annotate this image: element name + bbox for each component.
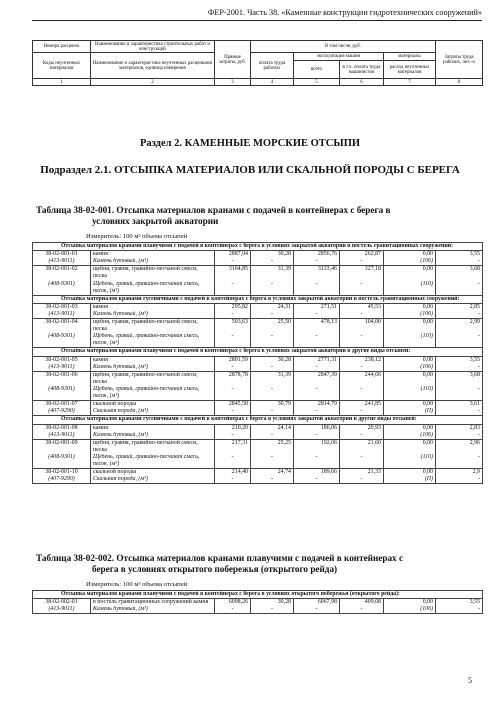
- material-name: Скальная порода, (м³): [91, 476, 215, 484]
- empty-cell: -: [215, 311, 251, 319]
- material-consumption: (106): [384, 258, 436, 266]
- empty-cell: -: [294, 606, 340, 614]
- material-row: [33, 281, 483, 296]
- material-consumption: (П): [384, 408, 436, 416]
- table-row: [33, 303, 483, 311]
- empty-cell: -: [251, 386, 294, 401]
- material-consumption: (110): [384, 454, 436, 469]
- material-code: (408-9301): [33, 333, 91, 348]
- material-code: (408-9301): [33, 281, 91, 296]
- empty-cell: -: [215, 386, 251, 401]
- labor-hours: 3,55: [436, 599, 483, 607]
- hdr-num: 8: [436, 79, 483, 86]
- hdr-num: 1: [33, 79, 91, 86]
- empty-cell: -: [340, 364, 384, 372]
- materials-cost: 0,00: [384, 356, 436, 364]
- empty-cell: -: [251, 432, 294, 440]
- table2-measure: Измеритель: 100 м³ объема отсыпей: [86, 581, 188, 588]
- running-head: ФЕР-2001. Часть 38. «Каменные конструкции гидротехнических сооружений»: [207, 8, 482, 17]
- empty-cell: -: [436, 408, 483, 416]
- rate-code: 38-02-001-03: [33, 303, 91, 311]
- machine-total: 478,13: [294, 319, 340, 334]
- material-row: [33, 311, 483, 319]
- machine-total: 2856,76: [294, 251, 340, 259]
- table-row: [33, 599, 483, 607]
- machinist-pay: 238,12: [340, 356, 384, 364]
- work-name: камня: [91, 424, 215, 432]
- material-name: Щебень, гравий, гравийно-песчаная смесь, песок, (м³): [91, 454, 215, 469]
- material-consumption: (106): [384, 432, 436, 440]
- material-consumption: (110): [384, 333, 436, 348]
- empty-cell: -: [340, 311, 384, 319]
- empty-cell: -: [340, 476, 384, 484]
- work-name: в постель гравитационных сооружений камня: [91, 599, 215, 607]
- empty-cell: -: [294, 476, 340, 484]
- material-code: (408-9301): [33, 454, 91, 469]
- material-code: (413-9011): [33, 258, 91, 266]
- material-code: (407-9290): [33, 476, 91, 484]
- empty-cell: -: [215, 281, 251, 296]
- empty-cell: -: [294, 258, 340, 266]
- material-row: [33, 333, 483, 348]
- table-row: [33, 371, 483, 386]
- rate-code: 38-02-001-02: [33, 266, 91, 281]
- material-row: [33, 364, 483, 372]
- direct-costs: 2887,04: [215, 251, 251, 259]
- direct-costs: 6098,26: [215, 599, 251, 607]
- rate-code: 38-02-001-01: [33, 251, 91, 259]
- work-name: камня: [91, 356, 215, 364]
- material-name: Камень бутовый, (м³): [91, 364, 215, 372]
- machine-total: 271,51: [294, 303, 340, 311]
- direct-costs: 2801,59: [215, 356, 251, 364]
- labor-pay: 30,79: [251, 401, 294, 409]
- table2-title-line1: Таблица 38-02-002. Отсыпка материалов кранами плавучими с подачей в контейнерах с: [36, 553, 404, 563]
- hdr-num: 2: [91, 79, 215, 86]
- material-consumption: (106): [384, 311, 436, 319]
- rate-code: 38-02-001-08: [33, 424, 91, 432]
- machinist-pay: 241,85: [340, 401, 384, 409]
- empty-cell: -: [294, 454, 340, 469]
- empty-cell: -: [251, 476, 294, 484]
- hdr-naim: Наименование и характеристика строительных работ и конструкций: [91, 41, 215, 53]
- empty-cell: -: [294, 364, 340, 372]
- empty-cell: -: [436, 476, 483, 484]
- materials-cost: 0,00: [384, 371, 436, 386]
- machine-total: 2814,79: [294, 401, 340, 409]
- materials-cost: 0,00: [384, 266, 436, 281]
- machinist-pay: 244,66: [340, 371, 384, 386]
- machine-total: 186,06: [294, 424, 340, 432]
- labor-hours: 3,61: [436, 401, 483, 409]
- table-row: [33, 439, 483, 454]
- group-heading: Отсыпка материалов кранами гусеничными с подачей в контейнерах с берега в условиях закрытой акватории в другие виды отсыпей:: [33, 416, 483, 424]
- material-code: (413-9011): [33, 311, 91, 319]
- materials-cost: 0,00: [384, 401, 436, 409]
- table2-title-line2: берега в условиях открытого побережья (открытого рейда): [92, 563, 338, 574]
- table-row: [33, 424, 483, 432]
- group-heading-row: [33, 591, 483, 599]
- empty-cell: -: [251, 408, 294, 416]
- labor-hours: 3,68: [436, 371, 483, 386]
- labor-hours: 2,96: [436, 439, 483, 454]
- empty-cell: -: [340, 408, 384, 416]
- empty-cell: -: [215, 454, 251, 469]
- empty-cell: -: [215, 476, 251, 484]
- group-heading-row: [33, 416, 483, 424]
- material-consumption: (110): [384, 386, 436, 401]
- table1-title-line1: Таблица 38-02-001. Отсыпка материалов кранами с подачей в контейнерах с берега в: [36, 205, 391, 215]
- empty-cell: -: [294, 281, 340, 296]
- empty-cell: -: [436, 333, 483, 348]
- material-code: (413-9011): [33, 606, 91, 614]
- labor-pay: 31,39: [251, 266, 294, 281]
- materials-cost: 0,00: [384, 468, 436, 476]
- rate-code: 38-02-001-10: [33, 468, 91, 476]
- empty-cell: -: [251, 454, 294, 469]
- materials-cost: 0,00: [384, 319, 436, 334]
- machinist-pay: 409,08: [340, 599, 384, 607]
- hdr-vtch: в т.ч. оплата труда машинистов: [340, 61, 384, 79]
- work-name: щебня, гравия, гравийно-песчаной смеси, песка: [91, 439, 215, 454]
- machinist-pay: 104,00: [340, 319, 384, 334]
- material-code: (407-9290): [33, 408, 91, 416]
- work-name: щебня, гравия, гравийно-песчаной смеси, песка: [91, 266, 215, 281]
- machinist-pay: 262,87: [340, 251, 384, 259]
- materials-cost: 0,00: [384, 424, 436, 432]
- direct-costs: 217,31: [215, 439, 251, 454]
- labor-hours: 2,85: [436, 303, 483, 311]
- table-row: [33, 251, 483, 259]
- material-row: [33, 432, 483, 440]
- machine-total: 2771,31: [294, 356, 340, 364]
- empty-cell: -: [215, 333, 251, 348]
- work-name: щебня, гравия, гравийно-песчаной смеси, песка: [91, 371, 215, 386]
- materials-cost: 0,00: [384, 251, 436, 259]
- table1-measure: Измеритель: 100 м³ объема отсыпей: [86, 233, 188, 240]
- hdr-vsego: всего: [294, 61, 340, 79]
- labor-pay: 25,25: [251, 439, 294, 454]
- work-name: щебня, гравия, гравийно-песчаной смеси, песка: [91, 319, 215, 334]
- empty-cell: -: [251, 258, 294, 266]
- rate-code: 38-02-001-06: [33, 371, 91, 386]
- table-row: [33, 319, 483, 334]
- machine-total: 6067,98: [294, 599, 340, 607]
- material-consumption: (106): [384, 606, 436, 614]
- rate-code: 38-02-001-07: [33, 401, 91, 409]
- empty-cell: -: [436, 364, 483, 372]
- material-row: [33, 606, 483, 614]
- empty-cell: -: [215, 432, 251, 440]
- group-heading-row: [33, 348, 483, 356]
- section-title: Раздел 2. КАМЕННЫЕ МОРСКИЕ ОТСЫПИ: [139, 138, 361, 149]
- direct-costs: 503,63: [215, 319, 251, 334]
- group-heading: Отсыпка материалов кранами плавучими с подачей в контейнерах с берега в условиях открытого побережья (открытого рейда):: [33, 591, 483, 599]
- material-code: (413-9011): [33, 432, 91, 440]
- table-row: [33, 356, 483, 364]
- material-name: Камень бутовый, (м³): [91, 432, 215, 440]
- table2-title: [36, 553, 476, 575]
- empty-cell: -: [215, 408, 251, 416]
- material-row: [33, 386, 483, 401]
- labor-pay: 24,14: [251, 424, 294, 432]
- empty-cell: -: [340, 432, 384, 440]
- materials-cost: 0,00: [384, 439, 436, 454]
- material-row: [33, 454, 483, 469]
- empty-cell: -: [340, 606, 384, 614]
- machinist-pay: 21,33: [340, 468, 384, 476]
- work-name: скальной породы: [91, 468, 215, 476]
- work-name: камня: [91, 251, 215, 259]
- empty-cell: -: [215, 364, 251, 372]
- machinist-pay: 327,18: [340, 266, 384, 281]
- machinist-pay: 20,93: [340, 424, 384, 432]
- group-heading-row: [33, 295, 483, 303]
- hdr-naim2: Наименование и характеристика неучтенных расценками материалов, единица измерения: [91, 53, 215, 79]
- machine-total: 192,06: [294, 439, 340, 454]
- labor-hours: 2,9: [436, 468, 483, 476]
- labor-pay: 24,74: [251, 468, 294, 476]
- header-rule: [32, 20, 482, 21]
- material-consumption: (П): [384, 476, 436, 484]
- empty-cell: -: [294, 333, 340, 348]
- labor-hours: 3,55: [436, 356, 483, 364]
- material-row: [33, 476, 483, 484]
- group-heading: Отсыпка материалов кранами гусеничными с подачей в контейнерах с берега в условиях закрытой акватории в постель гравитационных сооружений:: [33, 295, 483, 303]
- labor-pay: 24,31: [251, 303, 294, 311]
- material-name: Камень бутовый, (м³): [91, 311, 215, 319]
- table-row: [33, 468, 483, 476]
- hdr-kody: Коды неучтенных материалов: [33, 53, 91, 79]
- empty-cell: -: [294, 432, 340, 440]
- rate-code: 38-02-002-01: [33, 599, 91, 607]
- empty-cell: -: [436, 281, 483, 296]
- machine-total: 2847,39: [294, 371, 340, 386]
- empty-cell: -: [436, 311, 483, 319]
- hdr-rashod: расход неучтенных материалов: [384, 61, 436, 79]
- hdr-num: 6: [340, 79, 384, 86]
- hdr-oplata: оплата труда рабочих: [251, 53, 294, 79]
- hdr-zatraty: Затраты труда рабочих, чел.-ч: [436, 41, 483, 79]
- material-consumption: (110): [384, 281, 436, 296]
- hdr-vtom: В том числе, руб.: [251, 41, 436, 53]
- empty-cell: -: [251, 606, 294, 614]
- material-code: (413-9011): [33, 364, 91, 372]
- group-heading: Отсыпка материалов кранами плавучими с подачей в контейнерах с берега в условиях закрытой акватории в постель гравитационных сооружений:: [33, 243, 483, 251]
- material-name: Щебень, гравий, гравийно-песчаная смесь, песок, (м³): [91, 386, 215, 401]
- material-name: Щебень, гравий, гравийно-песчаная смесь, песок, (м³): [91, 333, 215, 348]
- empty-cell: -: [340, 333, 384, 348]
- direct-costs: 214,40: [215, 468, 251, 476]
- labor-pay: 30,28: [251, 356, 294, 364]
- rate-code: 38-02-001-05: [33, 356, 91, 364]
- direct-costs: 3164,85: [215, 266, 251, 281]
- machine-total: 189,66: [294, 468, 340, 476]
- group-heading-row: [33, 243, 483, 251]
- hdr-ekspl: эксплуатация машин: [294, 53, 384, 61]
- materials-cost: 0,00: [384, 303, 436, 311]
- table-row: [33, 266, 483, 281]
- hdr-num: 5: [294, 79, 340, 86]
- hdr-num: 4: [251, 79, 294, 86]
- group-heading: Отсыпка материалов кранами плавучими с подачей в контейнерах с берега в условиях закрытой акватории в другие виды отсыпей:: [33, 348, 483, 356]
- hdr-num: 7: [384, 79, 436, 86]
- subsection-title: Подраздел 2.1. ОТСЫПКА МАТЕРИАЛОВ ИЛИ СКАЛЬНОЙ ПОРОДЫ С БЕРЕГА: [40, 164, 460, 176]
- hdr-pryamye: Прямые затраты, руб.: [215, 41, 251, 79]
- machinist-pay: 21,60: [340, 439, 384, 454]
- material-name: Щебень, гравий, гравийно-песчаная смесь, песок, (м³): [91, 281, 215, 296]
- empty-cell: -: [340, 258, 384, 266]
- empty-cell: -: [436, 258, 483, 266]
- empty-cell: -: [294, 311, 340, 319]
- labor-pay: 31,39: [251, 371, 294, 386]
- labor-pay: 25,50: [251, 319, 294, 334]
- materials-cost: 0,00: [384, 599, 436, 607]
- table2-body: [32, 590, 483, 614]
- page-number: 5: [468, 676, 472, 685]
- empty-cell: -: [251, 333, 294, 348]
- material-consumption: (106): [384, 364, 436, 372]
- empty-cell: -: [251, 364, 294, 372]
- empty-cell: -: [294, 386, 340, 401]
- empty-cell: -: [294, 408, 340, 416]
- material-name: Скальная порода, (м³): [91, 408, 215, 416]
- direct-costs: 2845,58: [215, 401, 251, 409]
- work-name: скальной породы: [91, 401, 215, 409]
- empty-cell: -: [340, 454, 384, 469]
- material-row: [33, 258, 483, 266]
- empty-cell: -: [436, 386, 483, 401]
- table1-title-line2: условиях закрытой акватории: [92, 215, 219, 226]
- empty-cell: -: [251, 311, 294, 319]
- labor-hours: 3,68: [436, 266, 483, 281]
- table-row: [33, 401, 483, 409]
- hdr-nomer: Номера расценок: [33, 41, 91, 53]
- empty-cell: -: [251, 281, 294, 296]
- hdr-materialy: материалы: [384, 53, 436, 61]
- material-name: Камень бутовый, (м³): [91, 258, 215, 266]
- machine-total: 3133,46: [294, 266, 340, 281]
- column-header-table: [32, 40, 483, 86]
- rate-code: 38-02-001-04: [33, 319, 91, 334]
- work-name: камня: [91, 303, 215, 311]
- hdr-num: 3: [215, 79, 251, 86]
- empty-cell: -: [340, 281, 384, 296]
- machinist-pay: 45,53: [340, 303, 384, 311]
- empty-cell: -: [215, 606, 251, 614]
- empty-cell: -: [436, 454, 483, 469]
- labor-pay: 30,28: [251, 599, 294, 607]
- rate-code: 38-02-001-09: [33, 439, 91, 454]
- labor-hours: 2,99: [436, 319, 483, 334]
- direct-costs: 210,20: [215, 424, 251, 432]
- labor-pay: 30,28: [251, 251, 294, 259]
- empty-cell: -: [436, 432, 483, 440]
- material-name: Камень бутовый, (м³): [91, 606, 215, 614]
- empty-cell: -: [436, 606, 483, 614]
- table1-title: [36, 205, 476, 227]
- empty-cell: -: [340, 386, 384, 401]
- direct-costs: 2878,78: [215, 371, 251, 386]
- material-code: (408-9301): [33, 386, 91, 401]
- empty-cell: -: [215, 258, 251, 266]
- table1-body: [32, 242, 483, 484]
- labor-hours: 3,55: [436, 251, 483, 259]
- material-row: [33, 408, 483, 416]
- direct-costs: 295,82: [215, 303, 251, 311]
- labor-hours: 2,83: [436, 424, 483, 432]
